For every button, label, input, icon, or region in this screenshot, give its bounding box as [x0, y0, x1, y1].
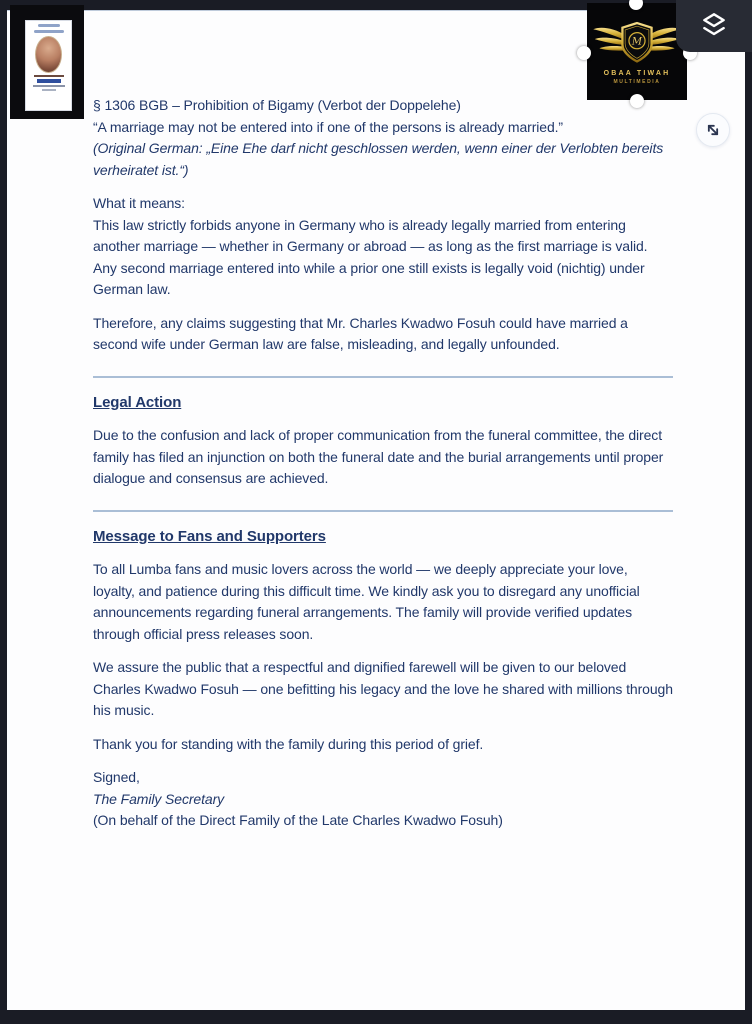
selection-handle-left[interactable] [577, 46, 591, 60]
message-paragraph-1: To all Lumba fans and music lovers across the world — we deeply appreciate your love, loyalty, and patience during this difficult time. We kindly ask you to disregard any unofficial announcements regarding funeral arrangements. The family will provide verified updates through official press releases soon. [93, 561, 640, 642]
logo-subtitle-text: MULTIMEDIA [613, 78, 661, 85]
signature-name: The Family Secretary [93, 790, 225, 807]
resize-diagonal-icon [703, 120, 723, 140]
section-divider [93, 376, 673, 378]
document-body [7, 11, 745, 872]
conclusion-paragraph: Therefore, any claims suggesting that Mr. Charles Kwadwo Fosuh could have married a second wife under German law are false, misleading, and legally unfounded. [93, 314, 628, 352]
document-page [7, 10, 745, 1010]
funeral-poster-image[interactable] [25, 20, 72, 111]
signature-signed: Signed, [93, 769, 140, 785]
logo-monogram: M [631, 36, 643, 48]
explanation-body: This law strictly forbids anyone in Germany who is already legally married from entering another marriage — whether in Germany or abroad — as long as the first marriage is valid. Any second marriage entered into while a prior one still exists is legally void (nichtig) under German law. [93, 216, 648, 297]
poster-script-decoration [34, 30, 64, 33]
selection-handle-bottom[interactable] [630, 94, 644, 108]
poster-caption-highlight [37, 79, 61, 83]
legal-action-heading: Legal Action [93, 393, 182, 411]
law-original-german: (Original German: „Eine Ehe darf nicht geschlossen werden, wenn einer der Verlobten bereits verheiratet ist.“) [93, 140, 664, 178]
poster-script-decoration [38, 24, 60, 27]
law-quote: “A marriage may not be entered into if one of the persons is already married.” [93, 118, 563, 135]
signature-on-behalf: (On behalf of the Direct Family of the Late Charles Kwadwo Fosuh) [93, 812, 503, 828]
message-heading: Message to Fans and Supporters [93, 527, 326, 545]
resize-button[interactable] [696, 113, 730, 147]
poster-caption-line [34, 75, 64, 77]
poster-caption-line [33, 85, 65, 87]
message-paragraph-3: Thank you for standing with the family during this period of grief. [93, 735, 484, 752]
poster-caption-line [42, 89, 56, 91]
section-divider [93, 510, 673, 512]
logo-title-text: OBAA TIWAH [603, 69, 671, 77]
poster-portrait-photo [35, 36, 62, 73]
law-title: § 1306 BGB – Prohibition of Bigamy (Verbot der Doppelehe) [93, 97, 461, 113]
legal-action-body: Due to the confusion and lack of proper communication from the funeral committee, the direct family has filed an injunction on both the funeral date and the burial arrangements until proper dialogue and consensus are achieved. [93, 427, 664, 486]
layers-icon [698, 10, 730, 42]
layers-button[interactable] [676, 0, 752, 52]
message-paragraph-2: We assure the public that a respectful and dignified farewell will be given to our beloved Charles Kwadwo Fosuh — one befitting his legacy and the love he shared with millions through his music. [93, 659, 673, 718]
obaa-tiwah-logo[interactable] [587, 3, 687, 100]
explanation-label: What it means: [93, 195, 185, 211]
winged-shield-emblem-icon [591, 19, 683, 67]
poster-thumbnail-block[interactable] [10, 5, 84, 119]
